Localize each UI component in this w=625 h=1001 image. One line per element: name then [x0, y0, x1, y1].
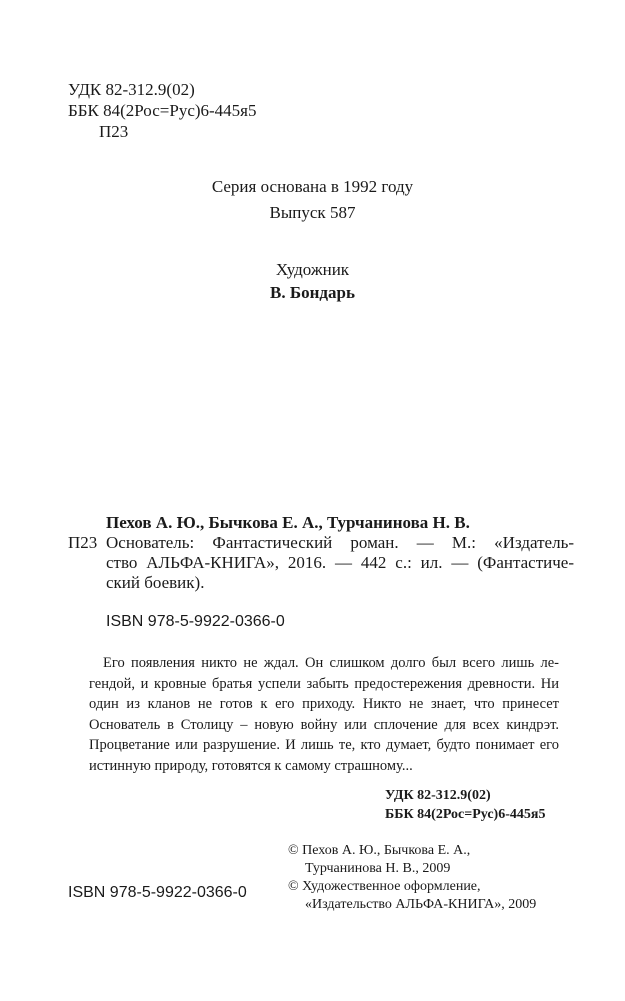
catalog-description-line: Основатель: Фантастический роман. — М.: «Издатель-: [106, 533, 574, 552]
series-founded: Серия основана в 1992 году: [211, 177, 414, 196]
artist-label: Художник: [275, 260, 350, 279]
copyright-line-4: «Издательство АЛЬФА-КНИГА», 2009: [305, 897, 537, 912]
bbk-bottom: ББК 84(2Рос=Рус)6-445я5: [385, 807, 546, 822]
series-issue: Выпуск 587: [269, 203, 356, 222]
catalog-description-line: ство АЛЬФА-КНИГА», 2016. — 442 с.: ил. — (Фантастиче-: [106, 553, 574, 572]
catalog-code: П23: [68, 533, 98, 552]
bottom-isbn: ISBN 978-5-9922-0366-0: [68, 884, 247, 901]
copyright-line-3: © Художественное оформление,: [288, 879, 481, 894]
copyright-line-2: Турчанинова Н. В., 2009: [305, 861, 451, 876]
udk-bottom: УДК 82-312.9(02): [385, 788, 491, 803]
annotation-line: Процветание или разрушение. И лишь те, кто думает, будто понимает его: [89, 737, 559, 753]
annotation-line: один из кланов не готов к его приходу. Никто не знает, что принесет: [89, 696, 559, 712]
annotation-line: истинную природу, готовятся к самому страшному...: [89, 757, 413, 774]
artist-name: В. Бондарь: [270, 283, 355, 302]
udk-top: УДК 82-312.9(02): [68, 80, 195, 99]
catalog-authors: Пехов А. Ю., Бычкова Е. А., Турчанинова Н. В.: [106, 513, 470, 532]
annotation-line: гендой, и кровные братья успели забыть предостережения древности. Ни: [89, 675, 559, 692]
bbk-top: ББК 84(2Рос=Рус)6-445я5: [68, 101, 257, 120]
annotation: [89, 653, 559, 776]
copyright-line-1: © Пехов А. Ю., Бычкова Е. А.,: [288, 843, 471, 858]
catalog-description: [106, 533, 574, 593]
author-code-top: П23: [99, 122, 129, 141]
catalog-description-line: ский боевик).: [106, 573, 205, 592]
annotation-line: Его появления никто не ждал. Он слишком долго был всего лишь ле-: [103, 655, 559, 671]
annotation-line: Основатель в Столицу – новую войну или сплочение для всех киндрэт.: [89, 716, 559, 733]
catalog-isbn: ISBN 978-5-9922-0366-0: [106, 613, 285, 630]
